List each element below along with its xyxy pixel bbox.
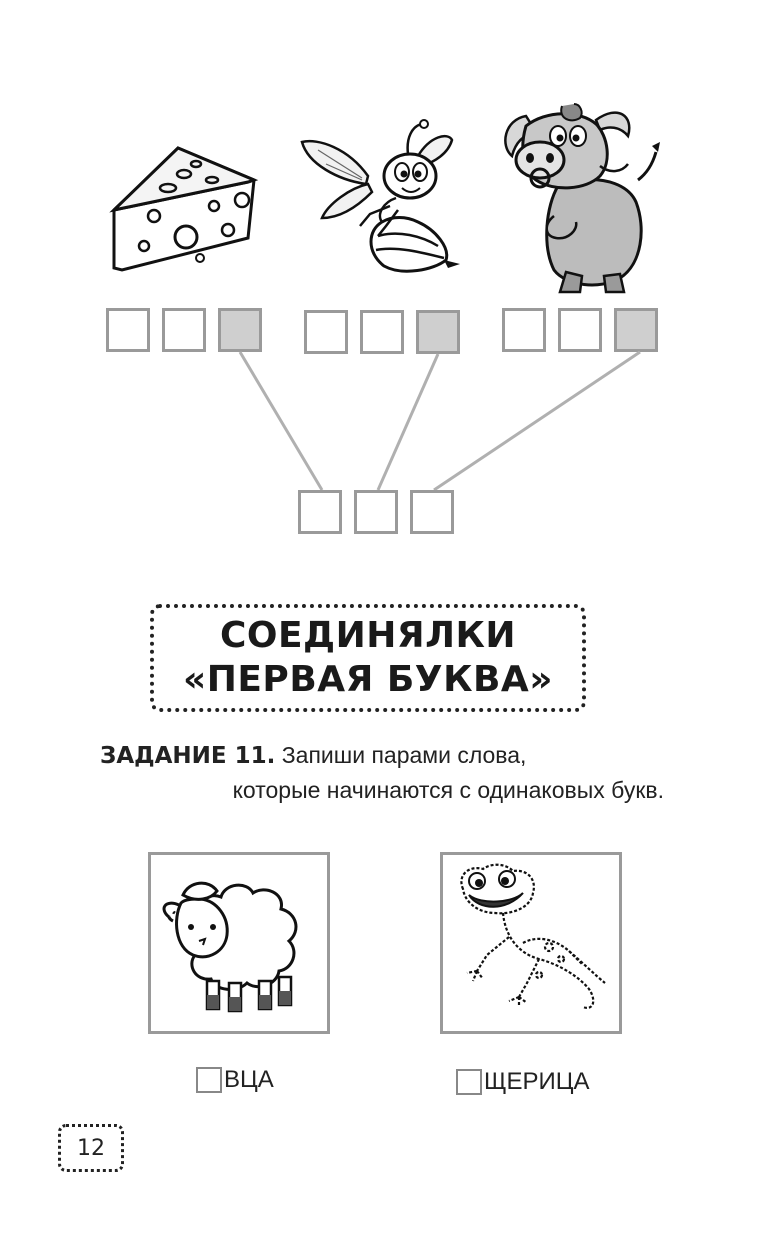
word-right <box>456 1068 590 1096</box>
lizard-icon <box>443 855 619 1031</box>
page-number-text: 12 <box>77 1135 105 1161</box>
section-title-line2: «ПЕРВАЯ БУКВА» <box>182 659 554 700</box>
task-instructions <box>100 738 670 807</box>
connector-line <box>240 352 322 490</box>
answer-box[interactable] <box>354 490 398 534</box>
connector-line <box>434 352 640 490</box>
connector-lines <box>0 0 768 560</box>
sheep-icon <box>151 855 327 1031</box>
section-title <box>150 604 586 712</box>
missing-letter-box[interactable] <box>196 1067 222 1093</box>
word-left-text: ВЦА <box>224 1066 274 1093</box>
task-label: ЗАДАНИЕ 11. <box>100 743 276 769</box>
section-title-line1: СОЕДИНЯЛКИ <box>219 615 517 656</box>
task-text-line2: которые начинаются с одинаковых букв. <box>232 777 664 803</box>
word-left <box>196 1066 274 1094</box>
missing-letter-box[interactable] <box>456 1069 482 1095</box>
answer-box[interactable] <box>298 490 342 534</box>
lizard-frame <box>440 852 622 1034</box>
sheep-frame <box>148 852 330 1034</box>
task-text-line1: Запиши парами слова, <box>281 742 527 768</box>
answer-box[interactable] <box>410 490 454 534</box>
word-right-text: ЩЕРИЦА <box>484 1068 590 1095</box>
connector-line <box>378 354 438 490</box>
page-number <box>58 1124 124 1172</box>
